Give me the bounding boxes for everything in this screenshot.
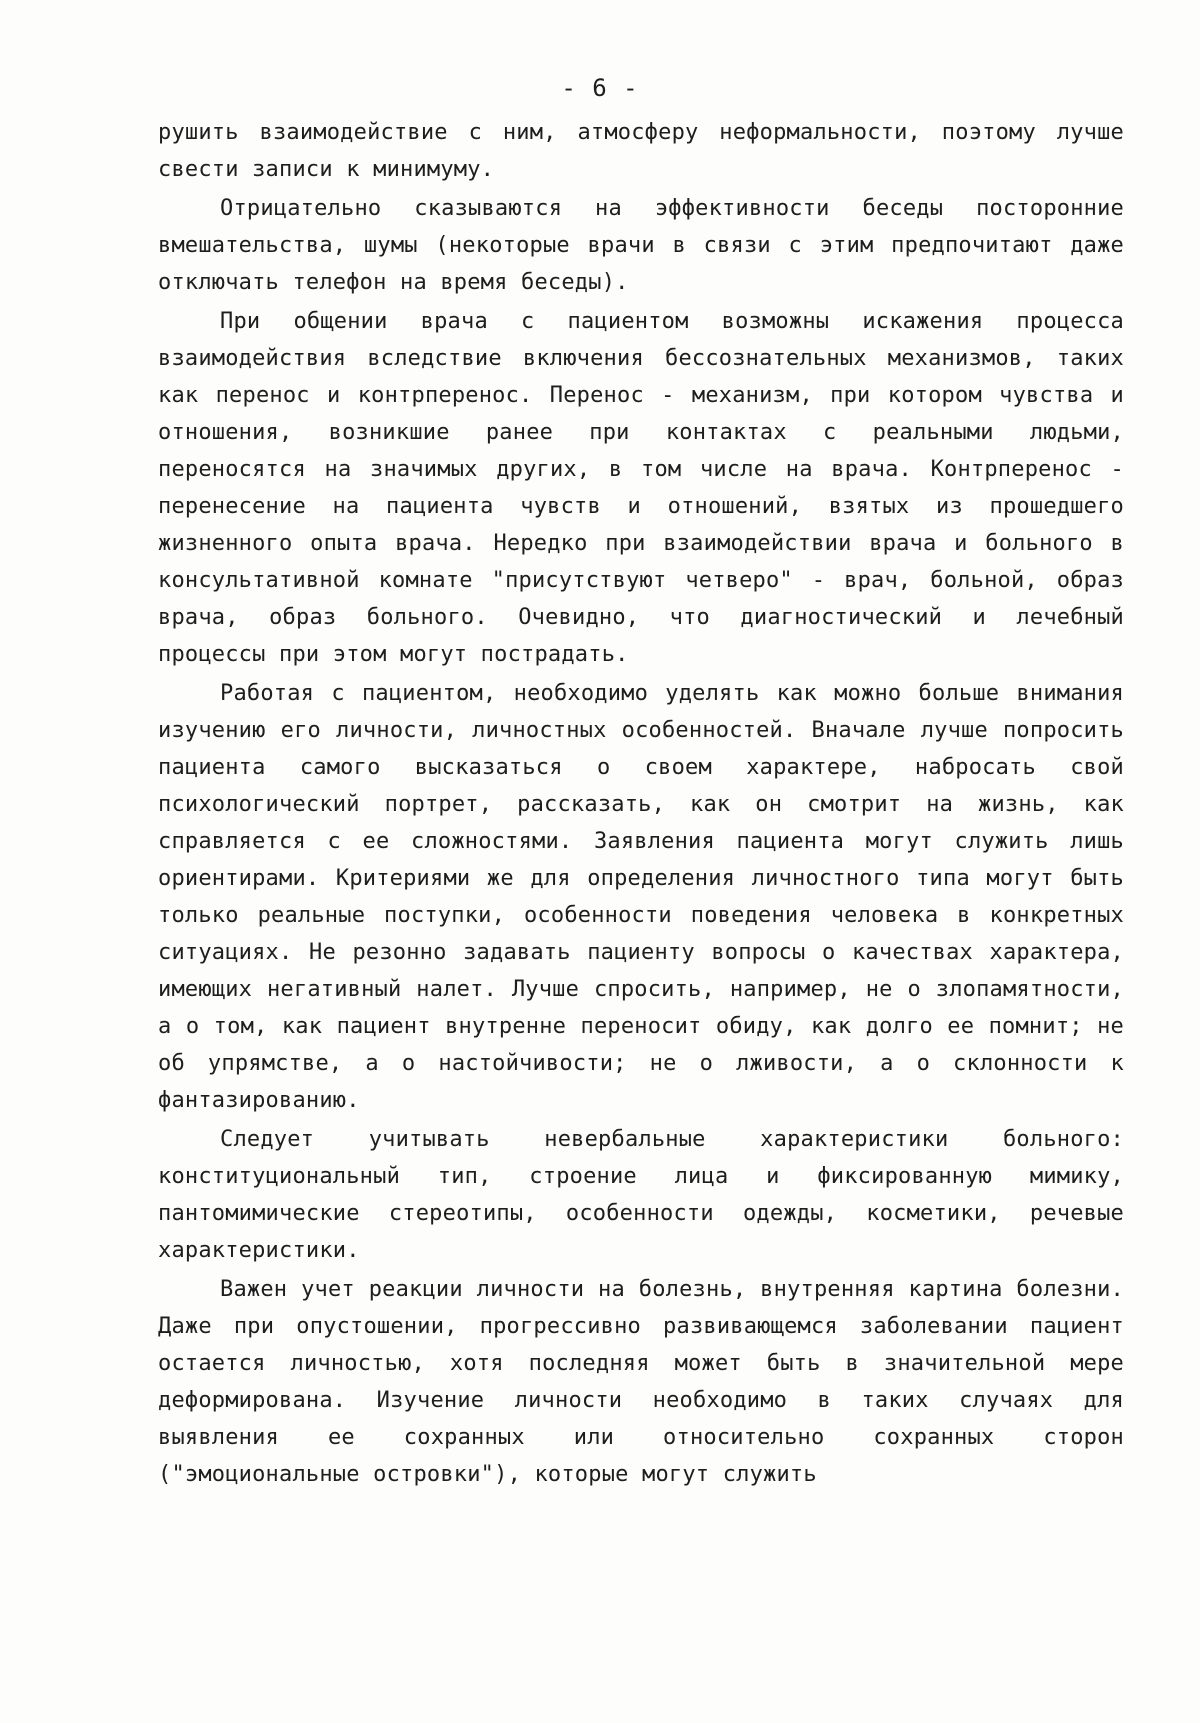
paragraph-interference: Отрицательно сказываются на эффективности беседы посторонние вмешательства, шумы (некоторые врачи в связи с этим предпочитают даже отключать телефон на время беседы). [158, 196, 1124, 295]
paragraph-personality-study: Работая с пациентом, необходимо уделять как можно больше внимания изучению его личности, личностных особенностей. Вначале лучше попросить пациента самого высказаться о своем характере, набросать свой психологический портрет, рассказать, как он смотрит на жизнь, как справляется с ее сложностями. Заявления пациента могут служить лишь ориентирами. Критериями же для определения личностного типа могут быть только реальные поступки, особенности поведения человека в конкретных ситуациях. Не резонно задавать пациенту вопросы о качествах характера, имеющих негативный налет. Лучше спросить, например, не о злопамятности, а о том, как пациент внутренне переносит обиду, как долго ее помнит; не об упрямстве, а о настойчивости; не о лживости, а о склонности к фантазированию. [158, 681, 1124, 1113]
page-number: - 6 - [561, 74, 639, 102]
body-text [158, 114, 1124, 1493]
paragraph-nonverbal: Следует учитывать невербальные характеристики больного: конституциональный тип, строение лица и фиксированную мимику, пантомимические стереотипы, особенности одежды, косметики, речевые характеристики. [158, 1127, 1124, 1263]
paragraph-transference: При общении врача с пациентом возможны искажения процесса взаимодействия вследствие включения бессознательных механизмов, таких как перенос и контрперенос. Перенос - механизм, при котором чувства и отношения, возникшие ранее при контактах с реальными людьми, переносятся на значимых других, в том числе на врача. Контрперенос - перенесение на пациента чувств и отношений, взятых из прошедшего жизненного опыта врача. Нередко при взаимодействии врача и больного в консультативной комнате "присутствуют четверо" - врач, больной, образ врача, образ больного. Очевидно, что диагностический и лечебный процессы при этом могут пострадать. [158, 309, 1124, 667]
paragraph-continuation: рушить взаимодействие с ним, атмосферу неформальности, поэтому лучше свести записи к минимуму. [158, 120, 1124, 182]
paragraph-illness-reaction: Важен учет реакции личности на болезнь, внутренняя картина болезни. Даже при опустошении, прогрессивно развивающемся заболевании пациент остается личностью, хотя последняя может быть в значительной мере деформирована. Изучение личности необходимо в таких случаях для выявления ее сохранных или относительно сохранных сторон ("эмоциональные островки"), которые могут служить [158, 1277, 1124, 1487]
